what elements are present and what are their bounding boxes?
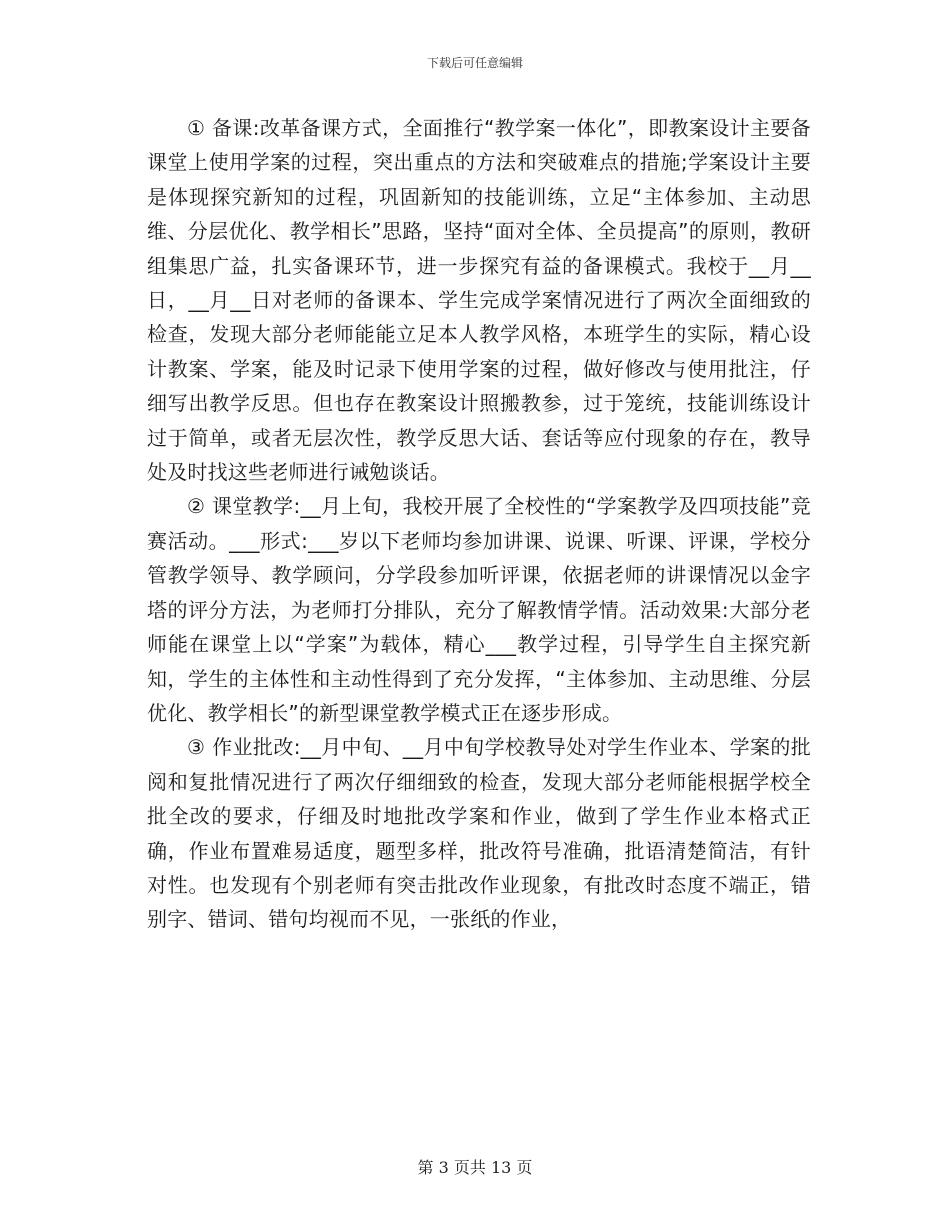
- paragraph-lesson-prep: ① 备课:改革备课方式，全面推行“教学案一体化”，即教案设计主要备课堂上使用学案的过程，突出重点的方法和突破难点的措施;学案设计主要是体现探究新知的过程，巩固新知的技能训练，立足“主体参加、主动思维、分层优化、教学相长”思路，坚持“面对全体、全员提高”的原则，教研组集思广益，扎实备课环节，进一步探究有益的备课模式。我校于__月__日，__月__日对老师的备课本、学生完成学案情况进行了两次全面细致的检查，发现大部分老师能能立足本人教学风格，本班学生的实际，精心设计教案、学案，能及时记录下使用学案的过程，做好修改与使用批注，仔细写出教学反思。但也存在教案设计照搬教参，过于笼统，技能训练设计过于简单，或者无层次性，教学反思大话、套话等应付现象的存在，教导处及时找这些老师进行诫勉谈话。: [147, 116, 811, 485]
- paragraph-homework-grading: ③ 作业批改:__月中旬、__月中旬学校教导处对学生作业本、学案的批阅和复批情况进行了两次仔细细致的检查，发现大部分老师能根据学校全批全改的要求，仔细及时地批改学案和作业，做到了学生作业本格式正确，作业布置难易适度，题型多样，批改符号准确，批语清楚简洁，有针对性。也发现有个别老师有突击批改作业现象，有批改时态度不端正，错别字、错词、错句均视而不见，一张纸的作业，: [147, 735, 811, 932]
- paragraph-classroom-teaching: ② 课堂教学:__月上旬，我校开展了全校性的“学案教学及四项技能”竞赛活动。___形式:___岁以下老师均参加讲课、说课、听课、评课，学校分管教学领导、教学顾问，分学段参加听评课，依据老师的讲课情况以金字塔的评分方法，为老师打分排队，充分了解教情学情。活动效果:大部分老师能在课堂上以“学案”为载体，精心___教学过程，引导学生自主探究新知，学生的主体性和主动性得到了充分发挥，“主体参加、主动思维、分层优化、教学相长”的新型课堂教学模式正在逐步形成。: [147, 494, 811, 725]
- page-number-footer: 第 3 页共 13 页: [417, 1158, 533, 1177]
- page-header: 下载后可任意编辑: [426, 56, 523, 70]
- document-body: [147, 111, 811, 937]
